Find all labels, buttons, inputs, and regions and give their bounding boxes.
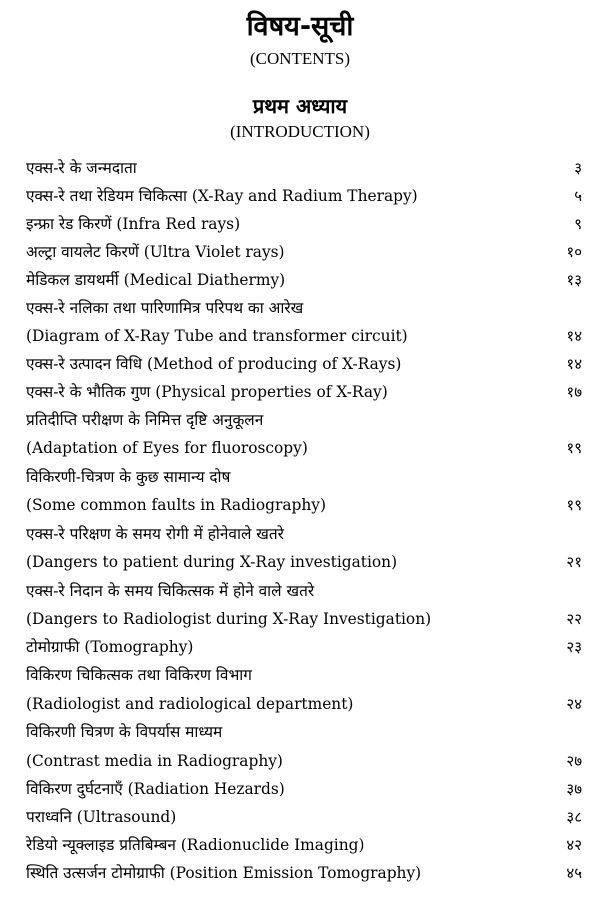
toc-entry-title: रेडियो न्यूक्लाइड प्रतिबिम्बन (Radionuclide Imaging) xyxy=(26,836,365,854)
toc-entry-page-number: २७ xyxy=(566,752,582,770)
toc-entry xyxy=(26,691,582,717)
toc-entry-title: एक्स-रे उत्पादन विधि (Method of producing of X-Rays) xyxy=(26,355,402,373)
toc-entry xyxy=(26,323,582,349)
toc-entry xyxy=(26,267,582,293)
toc-entry-page-number: २३ xyxy=(566,638,582,656)
chapter-title: प्रथम अध्याय xyxy=(252,94,348,118)
toc-entry-page-number: ३८ xyxy=(566,808,582,826)
toc-entry-title: (Adaptation of Eyes for fluoroscopy) xyxy=(26,439,308,457)
toc-entry-title: एक्स-रे के भौतिक गुण (Physical properties of X-Ray) xyxy=(26,383,388,401)
toc-entry xyxy=(26,634,582,660)
toc-entry xyxy=(26,521,582,547)
toc-entry-title: पराध्वनि (Ultrasound) xyxy=(26,808,177,826)
toc-entry xyxy=(26,435,582,461)
toc-entry-title: विकिरणी चित्रण के विपर्यास माध्यम xyxy=(26,723,223,741)
toc-entry-title: विकिरण चिकित्सक तथा विकिरण विभाग xyxy=(26,666,252,684)
toc-entry xyxy=(26,464,582,490)
toc-entry-page-number: २१ xyxy=(566,553,582,571)
toc-entry-page-number: १९ xyxy=(566,439,582,457)
toc-entry xyxy=(26,351,582,377)
toc-entry-page-number: १३ xyxy=(566,271,582,289)
toc-entry-title: (Dangers to Radiologist during X-Ray Investigation) xyxy=(26,610,432,628)
toc-entry-page-number: १७ xyxy=(566,383,582,401)
toc-entry xyxy=(26,804,582,830)
toc-entry xyxy=(26,407,582,433)
toc-entry-page-number: ४५ xyxy=(566,864,582,882)
toc-entry-title: स्थिति उत्सर्जन टोमोग्राफी (Position Emission Tomography) xyxy=(26,864,422,882)
toc-entry-title: (Dangers to patient during X-Ray investigation) xyxy=(26,553,398,571)
toc-entry xyxy=(26,155,582,181)
toc-entry-page-number: ३ xyxy=(574,159,582,177)
toc-entry-page-number: १४ xyxy=(566,355,582,373)
toc-entry-title: (Diagram of X-Ray Tube and transformer circuit) xyxy=(26,327,408,345)
page-title: विषय-सूची xyxy=(246,11,354,42)
toc-entry xyxy=(26,832,582,858)
toc-entry-title: प्रतिदीप्ति परीक्षण के निमित्त दृष्टि अनुकूलन xyxy=(26,411,264,429)
toc-entry xyxy=(26,549,582,575)
toc-entry-title: एक्स-रे के जन्मदाता xyxy=(26,159,137,177)
chapter-subtitle: (INTRODUCTION) xyxy=(230,122,370,141)
toc-entry-page-number: १० xyxy=(566,243,582,261)
toc-entry-page-number: १४ xyxy=(566,327,582,345)
toc-entry-title: मेडिकल डायथर्मी (Medical Diathermy) xyxy=(26,271,286,289)
toc-entry-title: विकिरणी-चित्रण के कुछ सामान्य दोष xyxy=(26,468,231,486)
page-subtitle: (CONTENTS) xyxy=(249,49,351,68)
toc-entry-page-number: २४ xyxy=(566,695,582,713)
toc-entry-page-number: १९ xyxy=(566,496,582,514)
toc-entry-title: विकिरण दुर्घटनाएँ (Radiation Hezards) xyxy=(26,780,285,798)
toc-entry xyxy=(26,748,582,774)
toc-entry-title: एक्स-रे परिक्षण के समय रोगी में होनेवाले खतरे xyxy=(26,525,284,543)
toc-entry-page-number: ३७ xyxy=(566,780,582,798)
toc-entry-title: (Radiologist and radiological department) xyxy=(26,695,354,713)
toc-entry xyxy=(26,662,582,688)
toc-entry-title: एक्स-रे तथा रेडियम चिकित्सा (X-Ray and Radium Therapy) xyxy=(26,187,418,205)
toc-entry xyxy=(26,492,582,518)
toc-entry xyxy=(26,860,582,886)
toc-entry-title: टोमोग्राफी (Tomography) xyxy=(26,638,194,656)
toc-entry-title: एक्स-रे नलिका तथा पारिणामित्र परिपथ का आरेख xyxy=(26,299,304,317)
toc-entry xyxy=(26,776,582,802)
toc-entry-title: एक्स-रे निदान के समय चिकित्सक में होने वाले खतरे xyxy=(26,582,315,600)
toc-entry xyxy=(26,211,582,237)
toc-entry-title: (Contrast media in Radiography) xyxy=(26,752,283,770)
toc-entry xyxy=(26,719,582,745)
toc-entry xyxy=(26,578,582,604)
toc-entry xyxy=(26,379,582,405)
toc-entry-page-number: ४२ xyxy=(566,836,582,854)
toc-entry xyxy=(26,295,582,321)
toc-entry xyxy=(26,239,582,265)
toc-entry-page-number: ९ xyxy=(574,215,582,233)
toc-entry-page-number: २२ xyxy=(566,610,582,628)
toc-entry-title: इन्फ्रा रेड किरणें (Infra Red rays) xyxy=(26,215,241,233)
toc-entry-title: अल्ट्रा वायलेट किरणें (Ultra Violet rays) xyxy=(26,243,285,261)
toc-entry xyxy=(26,183,582,209)
toc-entry xyxy=(26,606,582,632)
toc-entry-page-number: ५ xyxy=(574,187,582,205)
toc-entry-title: (Some common faults in Radiography) xyxy=(26,496,326,514)
